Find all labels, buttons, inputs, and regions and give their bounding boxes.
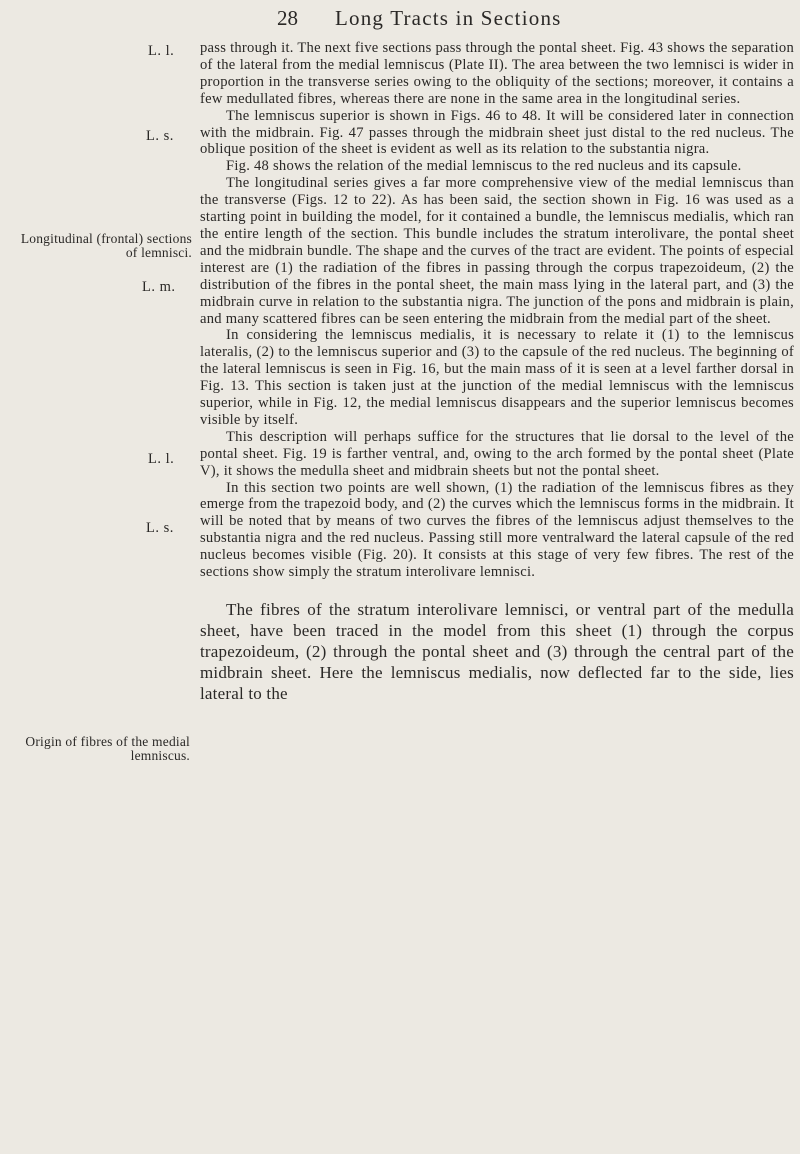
running-title: Long Tracts in Sections bbox=[335, 6, 562, 30]
margin-tag-l1-a: L. l. bbox=[148, 43, 175, 59]
margin-note-origin: Origin of fibres of the medial lemniscus. bbox=[25, 734, 190, 763]
paragraph: The lemniscus superior is shown in Figs. 46 to 48. It will be considered later in connection with the midbrain. Fig. 47 passes through the midbrain sheet just distal to the red nucleus. The oblique position of the sheet is evident as well as its relation to the substantia nigra. bbox=[200, 107, 794, 158]
paragraph: In considering the lemniscus medialis, it is necessary to relate it (1) to the lemniscus lateralis, (2) to the lemniscus superior and (3) to the capsule of the red nucleus. The beginning of the lateral lemniscus is seen in Fig. 16, but the main mass of it is seen at a level farther dorsal in Fig. 13. This section is taken just at the junction of the medial lemniscus with the lemniscus superior, while in Fig. 12, the medial lemniscus disappears and the superior lemniscus becomes visible by itself. bbox=[200, 327, 794, 428]
paragraph: Fig. 48 shows the relation of the medial lemniscus to the red nucleus and its capsule. bbox=[226, 158, 742, 175]
paragraph: The fibres of the stratum interolivare lemnisci, or ventral part of the medulla sheet, have been traced in the model from this sheet (1) through the corpus trapezoideum, (2) through the pontal sheet and (3) through the central part of the midbrain sheet. Here the lemniscus medialis, now deflected far to the side, lies lateral to the bbox=[200, 600, 794, 703]
margin-note-longitudinal: Longitudinal (frontal) sections of lemnisci. bbox=[20, 231, 192, 260]
body-text bbox=[200, 40, 794, 704]
paragraph: This description will perhaps suffice for the structures that lie dorsal to the level of the pontal sheet. Fig. 19 is farther ventral, and, owing to the arch formed by the pontal sheet (Plate V), it shows the medulla sheet and midbrain sheets but not the pontal sheet. bbox=[200, 428, 794, 479]
margin-tag-lm: L. m. bbox=[142, 279, 176, 295]
margin-tag-l1-b: L. l. bbox=[148, 451, 175, 467]
paragraph: In this section two points are well shown, (1) the radiation of the lemniscus fibres as they emerge from the trapezoid body, and (2) the curves which the lemniscus forms in the midbrain. It will be noted that by means of two curves the fibres of the lemniscus adjust themselves to the substantia nigra and the red nucleus. Passing still more ventralward the lateral capsule of the red nucleus becomes visible (Fig. 20). It consists at this stage of very few fibres. The rest of the sections show simply the stratum interolivare lemnisci. bbox=[200, 479, 794, 581]
page-number: 28 bbox=[277, 6, 298, 30]
margin-tag-ls-b: L. s. bbox=[146, 520, 174, 536]
paragraph: pass through it. The next five sections pass through the pontal sheet. Fig. 43 shows the separation of the lateral from the medial lemniscus (Plate II). The area between the two lemnisci is wider in proportion in the transverse series owing to the obliquity of the sections; moreover, it contains a few medullated fibres, whereas there are none in the same area in the longitudinal series. bbox=[200, 40, 794, 107]
paragraph: The longitudinal series gives a far more comprehensive view of the medial lemniscus than the transverse (Figs. 12 to 22). As has been said, the section shown in Fig. 16 was used as a starting point in building the model, for it contained a bundle, the lemniscus medialis, which ran the entire length of the section. This bundle includes the stratum interolivare, the pontal sheet and the midbrain bundle. The shape and the curves of the tract are evident. The points of especial interest are (1) the radiation of the fibres in passing through the corpus trapezoideum, (2) the distribution of the fibres in the pontal sheet, the main mass lying in the lateral part, and (3) the midbrain curve in relation to the substantia nigra. The junction of the pons and midbrain is plain, and many scattered fibres can be seen entering the midbrain from the medial part of the sheet. bbox=[200, 175, 794, 327]
margin-tag-ls-a: L. s. bbox=[146, 128, 174, 144]
page-header bbox=[0, 6, 800, 36]
